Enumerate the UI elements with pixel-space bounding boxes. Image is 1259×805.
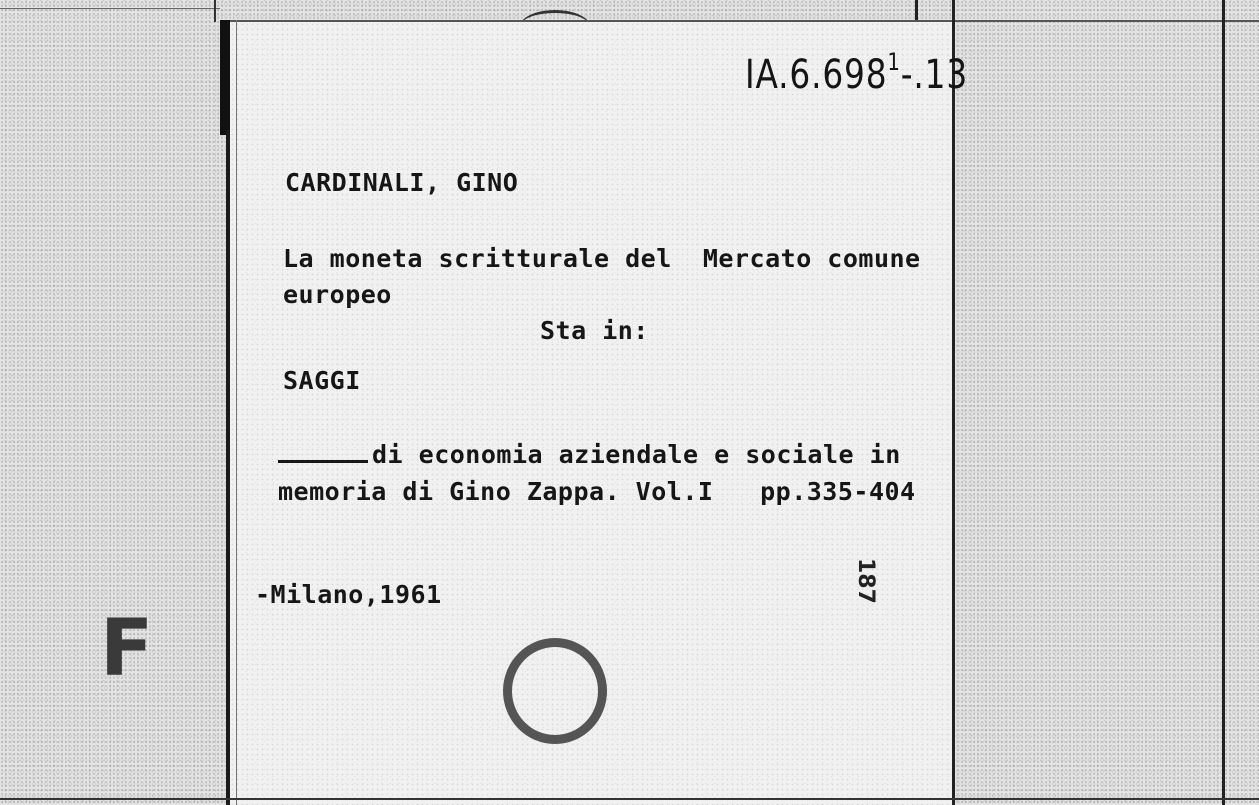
shelfmark: IA.6.698$^1$-.13 <box>745 48 969 98</box>
drawer-letter: F <box>100 604 154 694</box>
title-line-1: La moneta scritturale del Mercato comune <box>283 244 921 273</box>
ditto-rule <box>278 460 368 463</box>
left-edge-tick <box>214 0 216 22</box>
description-line-2: memoria di Gino Zappa. Vol.I pp.335-404 <box>278 477 916 506</box>
card-top-edge <box>220 20 1259 22</box>
next-card-edge <box>1222 0 1225 805</box>
side-number: 187 <box>853 558 878 604</box>
card-left-edge <box>226 130 230 805</box>
card-left-binding <box>220 20 230 135</box>
bottom-edge <box>0 798 1259 800</box>
card-left-inner-rule <box>236 20 237 805</box>
title-line-2: europeo <box>283 280 392 309</box>
card-right-edge <box>952 0 955 805</box>
imprint: -Milano,1961 <box>255 580 442 609</box>
author-heading: CARDINALI, GINO <box>285 168 519 197</box>
in-label: Sta in: <box>540 316 649 345</box>
top-left-rule <box>0 8 220 9</box>
description-line-1: di economia aziendale e sociale in <box>372 440 901 469</box>
punch-hole <box>503 638 607 744</box>
series-name: SAGGI <box>283 366 361 395</box>
